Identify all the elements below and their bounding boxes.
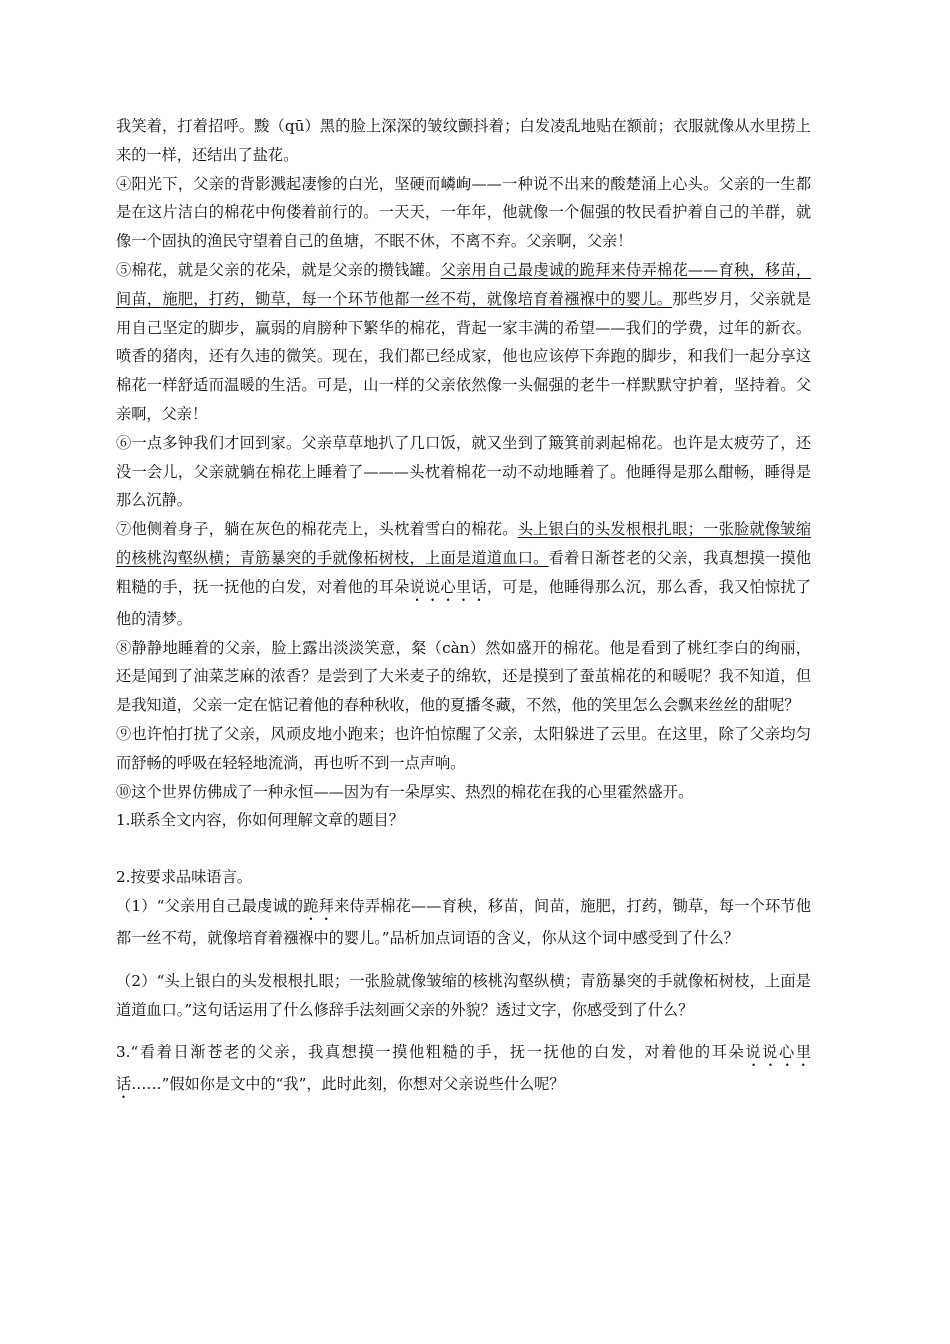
dotted-phrase: 跪拜 xyxy=(303,896,335,915)
paragraph-text: ④阳光下，父亲的背影溅起凄惨的白光，坚硬而嶙峋——一种说不出来的酸楚涌上心头。父亲的一生都是在这片洁白的棉花中佝偻着前行的。一天天，一年年，他就像一个倔强的牧民看护着自己的羊群，就像一个固执的渔民守望着自己的鱼塘，不眠不休，不离不弃。父亲啊，父亲！ xyxy=(116,174,811,251)
passage-paragraph-continued xyxy=(116,112,811,170)
question-1 xyxy=(116,806,811,835)
paragraph-text: ，可是，他睡得那么沉，那么香，我又怕惊扰了他的清梦。 xyxy=(116,577,812,628)
passage-paragraph-7 xyxy=(116,515,811,633)
paragraph-text: 看着日渐苍老的父亲，我真想摸一摸他粗糙的手，抚一抚他的白发，对着他的耳朵 xyxy=(116,548,812,596)
answer-space xyxy=(116,835,811,863)
dotted-phrase: 说说心里话 xyxy=(116,1043,812,1094)
answer-space xyxy=(116,953,811,967)
question-2-1 xyxy=(116,892,811,953)
paragraph-text: ⑩这个世界仿佛成了一种永恒——因为有一朵厚实、热烈的棉花在我的心里霍然盛开。 xyxy=(116,782,694,801)
question-2-title xyxy=(116,863,811,892)
question-text: 来侍弄棉花——育秧，移苗，间苗，施肥，打药，锄草，每一个环节他都一丝不苟，就像培育着襁褓中的婴儿。”品析加点词语的含义，你从这个词中感受到了什么？ xyxy=(116,896,812,947)
passage-paragraph-9 xyxy=(116,720,811,778)
question-2-2 xyxy=(116,967,811,1025)
passage-paragraph-10 xyxy=(116,778,811,807)
passage-paragraph-6 xyxy=(116,429,811,515)
question-text: ……”假如你是文中的“我”，此时此刻，你想对父亲说些什么呢？ xyxy=(131,1075,565,1094)
question-text: （1）“父亲用自己最虔诚的 xyxy=(116,896,304,915)
paragraph-text: ⑧静静地睡着的父亲，脸上露出淡淡笑意，粲（càn）然如盛开的棉花。他是看到了桃红李白的绚丽，还是闻到了油菜芝麻的浓香？是尝到了大米麦子的绵软，还是摸到了蚕茧棉花的和暖呢？我不知道，但是我知道，父亲一定在惦记着他的春种秋收，他的夏播冬藏，不然，他的笑里怎么会飘来丝丝的甜呢？ xyxy=(116,638,811,715)
question-text: 1.联系全文内容，你如何理解文章的题目？ xyxy=(116,811,404,830)
question-text: （2）“头上银白的头发根根扎眼；一张脸就像皱缩的核桃沟壑纵横；青筋暴突的手就像柘树枝，上面是道道血口。”这句话运用了什么修辞手法刻画父亲的外貌？透过文字，你感受到了什么？ xyxy=(116,971,811,1019)
underlined-sentence: 父亲用自己最虔诚的跪拜来侍弄棉花——育秧，移苗，间苗，施肥，打药，锄草，每一个环节他都一丝不苟，就像培育着襁褓中的婴儿。 xyxy=(116,260,812,308)
question-text: 3.“看着日渐苍老的父亲，我真想摸一摸他粗糙的手，抚一抚他的白发，对着他的耳朵 xyxy=(116,1043,746,1062)
paragraph-text: 那些岁月，父亲就是用自己坚定的脚步，赢弱的肩膀种下繁华的棉花，背起一家丰满的希望——我们的学费，过年的新衣。喷香的猪肉，还有久违的微笑。现在，我们都已经成家，他也应该停下奔跑的脚步，和我们一起分享这棉花一样舒适而温暖的生活。可是，山一样的父亲依然像一头倔强的老牛一样默默守护着，坚持着。父亲啊，父亲！ xyxy=(116,289,812,423)
passage-paragraph-4 xyxy=(116,170,811,256)
passage-paragraph-8 xyxy=(116,634,811,720)
document-body xyxy=(116,112,811,1102)
question-3 xyxy=(116,1038,811,1102)
paragraph-text: ⑦他侧着身子，躺在灰色的棉花壳上，头枕着雪白的棉花。 xyxy=(116,520,518,539)
question-text: 2.按要求品味语言。 xyxy=(116,868,252,887)
passage-paragraph-5 xyxy=(116,256,811,429)
paragraph-text: 我笑着，打着招呼。黢（qū）黑的脸上深深的皱纹颤抖着；白发凌乱地贴在额前；衣服就像从水里捞上来的一样，还结出了盐花。 xyxy=(116,117,811,164)
underlined-sentence: 头上银白的头发根根扎眼；一张脸就像皱缩的核桃沟壑纵横；青筋暴突的手就像柘树枝，上面是道道血口。 xyxy=(116,520,812,567)
paragraph-text: ⑥一点多钟我们才回到家。父亲草草地扒了几口饭，就又坐到了簸箕前剥起棉花。也许是太疲劳了，还没一会儿，父亲就躺在棉花上睡着了———头枕着棉花一动不动地睡着了。他睡得是那么酣畅，睡得是那么沉静。 xyxy=(116,433,811,510)
paragraph-text: ⑨也许怕打扰了父亲，风顽皮地小跑来；也许怕惊醒了父亲，太阳躲进了云里。在这里，除了父亲均匀而舒畅的呼吸在轻轻地流淌，再也听不到一点声响。 xyxy=(116,724,811,772)
dotted-phrase: 说说心里话 xyxy=(409,577,487,596)
answer-space xyxy=(116,1024,811,1038)
paragraph-text: ⑤棉花，就是父亲的花朵，就是父亲的攒钱罐。 xyxy=(116,260,441,279)
